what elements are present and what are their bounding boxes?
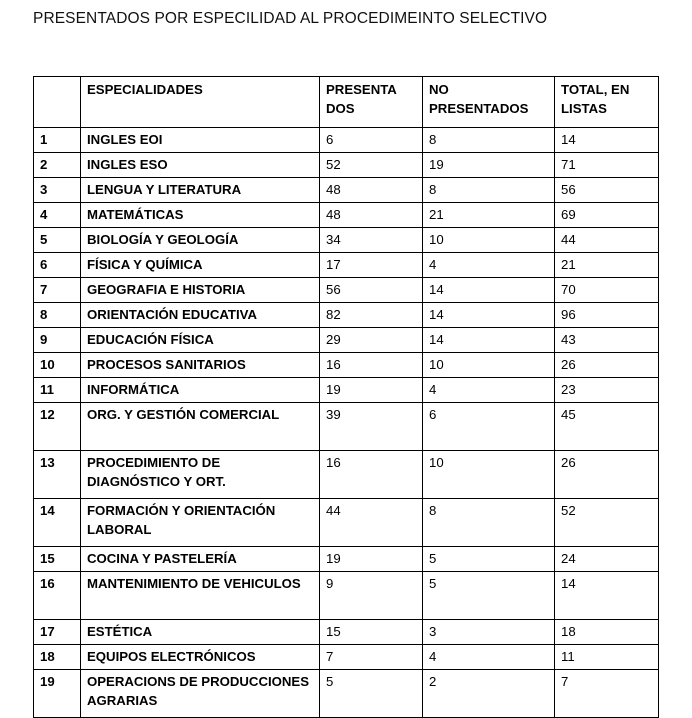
cell-presentados: 6 [320,128,423,153]
cell-total: 70 [555,278,659,303]
cell-presentados: 5 [320,670,423,718]
table-row [34,128,659,153]
table-header-row [34,77,659,128]
cell-especialidad: ORIENTACIÓN EDUCATIVA [81,303,320,328]
cell-total: 96 [555,303,659,328]
cell-total: 69 [555,203,659,228]
header-presentados-line2: DOS [326,101,355,116]
header-total-line2: LISTAS [561,101,607,116]
header-especialidades: ESPECIALIDADES [81,77,320,128]
header-presentados-line1: PRESENTA [326,82,397,97]
cell-presentados: 44 [320,499,423,547]
cell-especialidad: MATEMÁTICAS [81,203,320,228]
cell-total: 43 [555,328,659,353]
cell-presentados: 16 [320,353,423,378]
table-row [34,620,659,645]
header-no-presentados-line1: NO [429,82,449,97]
cell-especialidad: FÍSICA Y QUÍMICA [81,253,320,278]
header-total-line1: TOTAL, EN [561,82,630,97]
cell-total: 44 [555,228,659,253]
cell-especialidad: MANTENIMIENTO DE VEHICULOS [81,572,320,620]
table-row [34,353,659,378]
cell-index: 12 [34,403,81,451]
header-no-presentados-line2: PRESENTADOS [429,101,529,116]
cell-especialidad: EDUCACIÓN FÍSICA [81,328,320,353]
table-row [34,278,659,303]
cell-total: 45 [555,403,659,451]
table-row [34,303,659,328]
cell-no-presentados: 5 [423,572,555,620]
table-row [34,572,659,620]
cell-no-presentados: 4 [423,645,555,670]
cell-especialidad: ORG. Y GESTIÓN COMERCIAL [81,403,320,451]
cell-total: 24 [555,547,659,572]
cell-total: 56 [555,178,659,203]
cell-especialidad: GEOGRAFIA E HISTORIA [81,278,320,303]
cell-especialidad: PROCESOS SANITARIOS [81,353,320,378]
cell-presentados: 56 [320,278,423,303]
cell-index: 9 [34,328,81,353]
cell-no-presentados: 8 [423,128,555,153]
cell-no-presentados: 14 [423,328,555,353]
cell-no-presentados: 3 [423,620,555,645]
cell-no-presentados: 5 [423,547,555,572]
cell-no-presentados: 8 [423,499,555,547]
table-row [34,253,659,278]
cell-no-presentados: 21 [423,203,555,228]
cell-presentados: 7 [320,645,423,670]
cell-presentados: 15 [320,620,423,645]
cell-no-presentados: 19 [423,153,555,178]
cell-index: 6 [34,253,81,278]
header-index [34,77,81,128]
cell-presentados: 48 [320,203,423,228]
cell-presentados: 16 [320,451,423,499]
cell-especialidad: PROCEDIMIENTO DE DIAGNÓSTICO Y ORT. [81,451,320,499]
cell-index: 2 [34,153,81,178]
cell-no-presentados: 14 [423,278,555,303]
cell-index: 4 [34,203,81,228]
cell-total: 14 [555,128,659,153]
cell-total: 7 [555,670,659,718]
cell-index: 11 [34,378,81,403]
cell-index: 3 [34,178,81,203]
table-row [34,228,659,253]
cell-total: 71 [555,153,659,178]
cell-presentados: 29 [320,328,423,353]
cell-presentados: 19 [320,547,423,572]
cell-total: 14 [555,572,659,620]
cell-index: 19 [34,670,81,718]
table-row [34,547,659,572]
table-row [34,451,659,499]
cell-index: 5 [34,228,81,253]
cell-no-presentados: 14 [423,303,555,328]
cell-no-presentados: 10 [423,353,555,378]
cell-index: 1 [34,128,81,153]
cell-index: 13 [34,451,81,499]
table-row [34,203,659,228]
cell-presentados: 9 [320,572,423,620]
cell-no-presentados: 10 [423,228,555,253]
page-title: PRESENTADOS POR ESPECILIDAD AL PROCEDIMEINTO SELECTIVO [33,10,548,27]
table-row [34,378,659,403]
table-row [34,153,659,178]
cell-index: 8 [34,303,81,328]
cell-index: 14 [34,499,81,547]
table-row [34,670,659,718]
cell-index: 10 [34,353,81,378]
cell-presentados: 52 [320,153,423,178]
cell-total: 23 [555,378,659,403]
cell-especialidad: OPERACIONS DE PRODUCCIONES AGRARIAS [81,670,320,718]
table-row [34,328,659,353]
header-total-en-listas [555,77,659,128]
header-presentados [320,77,423,128]
cell-total: 11 [555,645,659,670]
cell-especialidad: INGLES ESO [81,153,320,178]
cell-index: 17 [34,620,81,645]
header-no-presentados [423,77,555,128]
cell-index: 16 [34,572,81,620]
cell-especialidad: FORMACIÓN Y ORIENTACIÓN LABORAL [81,499,320,547]
cell-no-presentados: 4 [423,253,555,278]
cell-especialidad: BIOLOGÍA Y GEOLOGÍA [81,228,320,253]
cell-index: 15 [34,547,81,572]
cell-especialidad: ESTÉTICA [81,620,320,645]
cell-total: 26 [555,451,659,499]
cell-especialidad: INGLES EOI [81,128,320,153]
table-row [34,645,659,670]
cell-especialidad: LENGUA Y LITERATURA [81,178,320,203]
cell-no-presentados: 8 [423,178,555,203]
cell-especialidad: EQUIPOS ELECTRÓNICOS [81,645,320,670]
specialties-table [33,76,659,718]
cell-index: 18 [34,645,81,670]
cell-no-presentados: 10 [423,451,555,499]
cell-presentados: 17 [320,253,423,278]
cell-presentados: 19 [320,378,423,403]
cell-index: 7 [34,278,81,303]
cell-presentados: 34 [320,228,423,253]
table-body [34,77,659,718]
cell-no-presentados: 4 [423,378,555,403]
table-row [34,403,659,451]
cell-total: 18 [555,620,659,645]
cell-presentados: 39 [320,403,423,451]
cell-presentados: 82 [320,303,423,328]
cell-no-presentados: 2 [423,670,555,718]
cell-total: 21 [555,253,659,278]
cell-no-presentados: 6 [423,403,555,451]
table-row [34,499,659,547]
cell-especialidad: COCINA Y PASTELERÍA [81,547,320,572]
cell-total: 52 [555,499,659,547]
table-row [34,178,659,203]
cell-presentados: 48 [320,178,423,203]
cell-especialidad: INFORMÁTICA [81,378,320,403]
cell-total: 26 [555,353,659,378]
